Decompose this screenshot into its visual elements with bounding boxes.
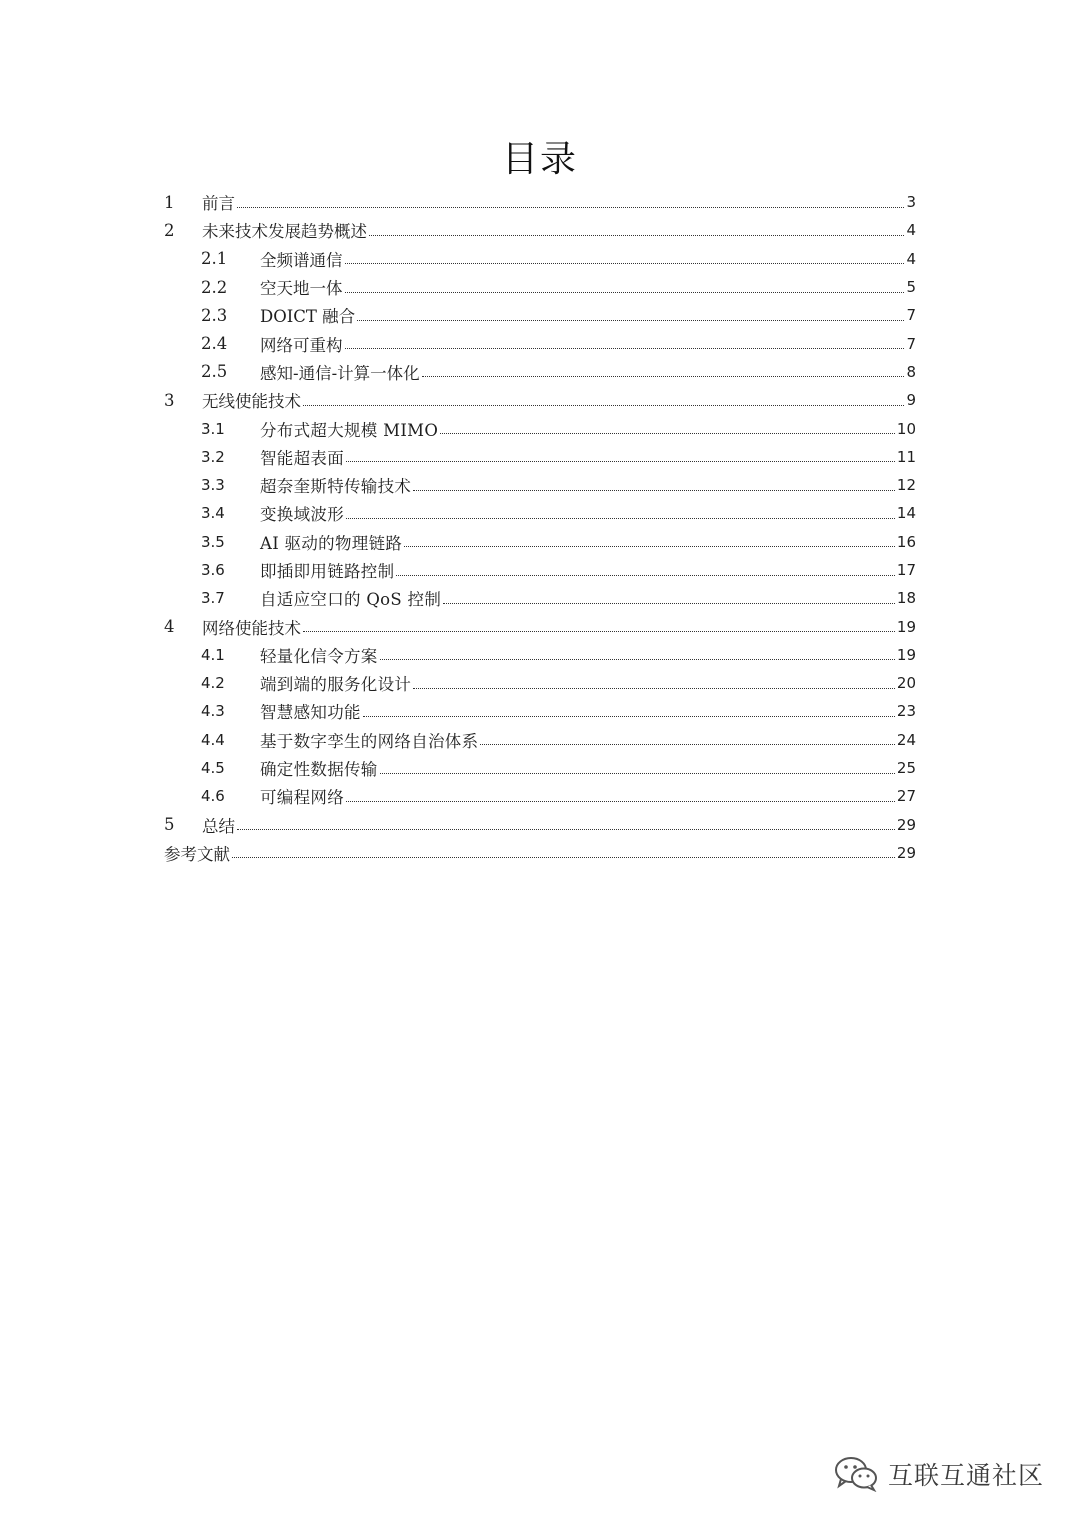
toc-entry-page: 29 [896,843,916,862]
toc-entry-number: 5 [164,815,175,835]
toc-entry-title: 端到端的服务化设计 [260,675,412,695]
toc-entry-number: 4.1 [201,645,225,664]
toc-entry-number: 1 [164,192,175,212]
toc-entry-number: 3.5 [201,532,225,551]
toc-entry-number: 3.3 [201,476,225,495]
watermark-text: 互联互通社区 [887,1461,1044,1490]
toc-entry-title: 参考文献 [164,844,230,864]
toc-dot-leader [346,783,895,802]
toc-entry[interactable] [164,782,916,810]
toc-entry-number: 3 [164,390,175,410]
toc-entry-page: 20 [896,674,916,693]
toc-entry-page: 17 [896,561,916,579]
toc-entry-page: 4 [906,249,916,268]
toc-dot-leader [232,839,895,858]
toc-entry-page: 24 [896,730,916,749]
toc-entry-page: 23 [896,702,916,721]
toc-entry[interactable] [164,669,916,697]
toc-entry[interactable] [164,811,916,839]
toc-dot-leader [480,726,895,745]
toc-dot-leader [380,641,895,660]
toc-entry[interactable] [164,471,916,499]
toc-entry-page: 9 [906,391,916,410]
toc-entry-title: DOICT 融合 [260,307,356,327]
wechat-icon [834,1456,878,1492]
toc-entry[interactable] [164,358,916,386]
toc-entry-number: 3.6 [201,561,225,579]
toc-entry-number: 4.5 [201,759,225,778]
toc-entry-title: AI 驱动的物理链路 [260,533,403,553]
toc-entry-title: 超奈奎斯特传输技术 [260,477,412,497]
toc-entry-page: 27 [896,787,916,806]
toc-entry[interactable] [164,697,916,725]
toc-dot-leader [345,330,905,349]
toc-entry-number: 4 [164,617,175,637]
toc-entry-page: 18 [896,589,916,608]
toc-entry-page: 19 [896,617,916,636]
toc-entry[interactable] [164,386,916,414]
toc-entry-page: 7 [906,334,916,353]
toc-entry-title: 可编程网络 [260,788,344,808]
toc-entry-page: 10 [896,419,916,438]
toc-entry-title: 无线使能技术 [202,392,301,412]
toc-entry[interactable] [164,329,916,357]
toc-entry-title: 总结 [202,816,235,836]
toc-entry[interactable] [164,273,916,301]
toc-entry-number: 2.2 [201,277,228,297]
toc-entry-number: 4.3 [201,702,225,721]
toc-entry[interactable] [164,556,916,584]
toc-dot-leader [303,387,904,406]
toc-dot-leader [345,245,905,264]
toc-dot-leader [422,358,905,377]
toc-entry[interactable] [164,245,916,273]
toc-entry[interactable] [164,499,916,527]
toc-entry-number: 3.4 [201,504,225,523]
toc-entry-number: 2.3 [201,305,228,325]
toc-entry-title: 空天地一体 [260,279,343,299]
toc-entry-title: 前言 [202,194,235,214]
page-title: 目录 [501,139,578,180]
toc-dot-leader [443,585,895,604]
toc-entry-title: 感知-通信-计算一体化 [260,363,420,383]
toc-entry-title: 网络可重构 [260,335,343,355]
toc-entry-number: 3.2 [201,447,225,466]
toc-entry[interactable] [164,584,916,612]
toc-entry[interactable] [164,726,916,754]
toc-entry-title: 变换域波形 [260,505,344,525]
toc-entry[interactable] [164,414,916,442]
toc-entry-page: 7 [906,306,916,325]
toc-dot-leader [413,670,895,689]
toc-entry-number: 3.7 [201,589,225,608]
toc-dot-leader [440,415,895,434]
toc-entry-page: 14 [896,504,916,523]
toc-entry-page: 29 [896,815,916,834]
toc-dot-leader [346,500,895,519]
toc-dot-leader [357,302,904,321]
toc-entry-page: 5 [906,278,916,297]
toc-entry[interactable] [164,188,916,216]
toc-entry-title: 即插即用链路控制 [260,562,395,581]
toc-entry-title: 智能超表面 [260,448,344,468]
toc-dot-leader [363,698,895,717]
toc-dot-leader [380,755,895,774]
toc-entry[interactable] [164,612,916,640]
toc-entry-page: 25 [896,759,916,778]
toc-entry-title: 未来技术发展趋势概述 [202,222,367,242]
toc-entry-number: 2.1 [201,249,228,269]
toc-entry-title: 确定性数据传输 [260,760,378,780]
toc-dot-leader [413,472,895,491]
toc-entry-number: 4.4 [201,730,225,749]
toc-entry-title: 自适应空口的 QoS 控制 [260,590,442,610]
toc-entry-number: 4.6 [201,787,225,806]
toc-entry-page: 12 [896,476,916,495]
toc-entry-title: 网络使能技术 [202,618,301,638]
toc-entry[interactable] [164,754,916,782]
toc-entry-number: 2.5 [201,362,228,382]
toc-entry-page: 19 [896,645,916,664]
toc-dot-leader [303,613,895,632]
toc-dot-leader [346,443,895,462]
toc-entry-number: 2.4 [201,334,228,354]
watermark [834,1456,1044,1492]
toc-entry-number: 4.2 [201,674,225,693]
toc-entry-title: 分布式超大规模 MIMO [260,420,439,440]
toc-entry-number: 3.1 [201,419,225,438]
toc-entry[interactable] [164,443,916,471]
toc-entry[interactable] [164,641,916,669]
toc-entry-page: 11 [896,447,916,466]
toc-entry[interactable] [164,528,916,556]
toc-entry[interactable] [164,301,916,329]
toc-entry-page: 4 [906,221,916,240]
toc-dot-leader [345,274,905,293]
toc-dot-leader [369,217,904,236]
toc-entry[interactable] [164,839,916,867]
table-of-contents [164,188,916,867]
toc-entry-title: 全频谱通信 [260,250,343,270]
toc-entry-page: 3 [906,193,916,212]
toc-dot-leader [396,557,895,576]
toc-dot-leader [404,528,895,547]
toc-entry-title: 轻量化信令方案 [260,646,378,666]
toc-entry-title: 基于数字孪生的网络自治体系 [260,731,479,751]
toc-entry-page: 8 [906,362,916,381]
toc-entry-number: 2 [164,220,175,240]
toc-entry-page: 16 [896,532,916,551]
toc-entry-title: 智慧感知功能 [260,703,361,723]
toc-dot-leader [237,811,895,830]
toc-entry[interactable] [164,216,916,244]
toc-dot-leader [237,189,904,208]
